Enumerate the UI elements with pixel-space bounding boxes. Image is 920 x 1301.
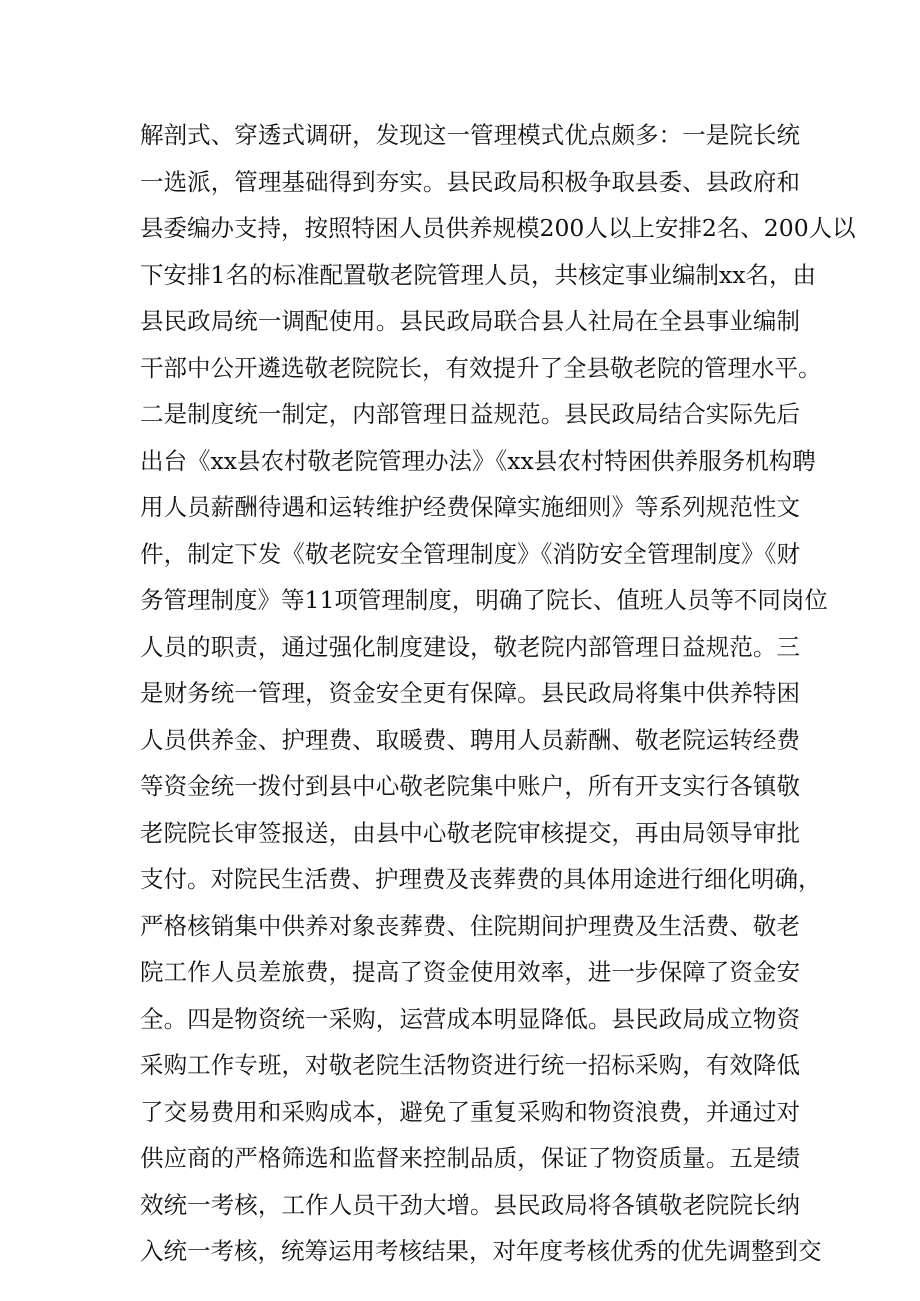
text-line: 二是制度统一制定，内部管理日益规范。县民政局结合实际先后 — [140, 400, 800, 428]
text-line: 县委编办支持，按照特困人员供养规模200人以上安排2名、200人以 — [140, 214, 856, 242]
text-line: 一选派，管理基础得到夯实。县民政局积极争取县委、县政府和 — [140, 167, 800, 196]
text-line: 人员的职责，通过强化制度建设，敬老院内部管理日益规范。三 — [140, 632, 800, 661]
text-line: 院工作人员差旅费，提高了资金使用效率，进一步保障了资金安 — [140, 958, 800, 986]
text-line: 干部中公开遴选敬老院院长，有效提升了全县敬老院的管理水平。 — [140, 353, 822, 382]
text-line: 用人员薪酬待遇和运转维护经费保障实施细则》等系列规范性文 — [140, 493, 800, 521]
text-line: 全。四是物资统一采购，运营成本明显降低。县民政局成立物资 — [140, 1004, 800, 1033]
text-line: 解剖式、穿透式调研，发现这一管理模式优点颇多：一是院长统 — [140, 121, 800, 149]
text-line: 老院院长审签报送，由县中心敬老院审核提交，再由局领导审批 — [140, 818, 800, 847]
text-line: 人员供养金、护理费、取暖费、聘用人员薪酬、敬老院运转经费 — [140, 725, 800, 754]
text-line: 是财务统一管理，资金安全更有保障。县民政局将集中供养特困 — [140, 679, 800, 707]
text-line: 等资金统一拨付到县中心敬老院集中账户，所有开支实行各镇敬 — [140, 772, 800, 800]
text-line: 严格核销集中供养对象丧葬费、住院期间护理费及生活费、敬老 — [140, 911, 800, 940]
text-line: 下安排1名的标准配置敬老院管理人员，共核定事业编制xx名，由 — [140, 260, 816, 289]
text-line: 效统一考核，工作人员干劲大增。县民政局将各镇敬老院院长纳 — [140, 1190, 800, 1219]
text-line: 了交易费用和采购成本，避免了重复采购和物资浪费，并通过对 — [140, 1097, 800, 1126]
text-line: 采购工作专班，对敬老院生活物资进行统一招标采购，有效降低 — [140, 1051, 800, 1079]
body-paragraph — [140, 112, 856, 1275]
text-line: 件，制定下发《敬老院安全管理制度》《消防安全管理制度》《财 — [140, 539, 800, 568]
text-line: 支付。对院民生活费、护理费及丧葬费的具体用途进行细化明确， — [140, 865, 822, 893]
text-line: 出台《xx县农村敬老院管理办法》《xx县农村特困供养服务机构聘 — [140, 446, 816, 475]
text-line: 入统一考核，统筹运用考核结果，对年度考核优秀的优先调整到交 — [140, 1237, 822, 1265]
text-line: 县民政局统一调配使用。县民政局联合县人社局在全县事业编制 — [140, 307, 800, 335]
text-line: 务管理制度》等11项管理制度，明确了院长、值班人员等不同岗位 — [140, 586, 828, 614]
text-line: 供应商的严格筛选和监督来控制品质，保证了物资质量。五是绩 — [140, 1144, 800, 1172]
